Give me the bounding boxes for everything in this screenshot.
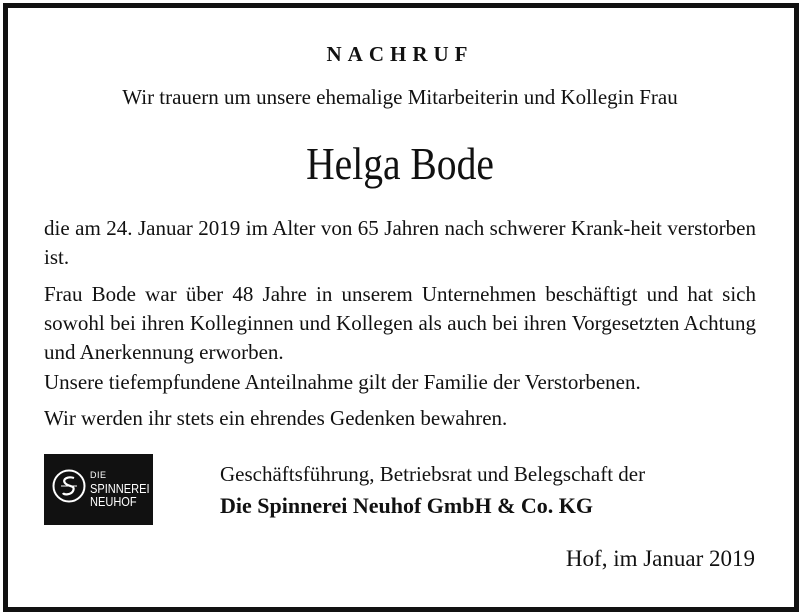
paragraph-career: Frau Bode war über 48 Jahre in unserem Unternehmen beschäftigt und hat sich sowohl bei ihren Kolleginnen und Kollegen als auch bei ihren Vorgesetzten Achtung und Anerkennung erworben. bbox=[44, 282, 756, 364]
logo-line-die: DIE bbox=[90, 470, 107, 480]
logo-wordmark bbox=[90, 469, 160, 508]
notice-title: NACHRUF bbox=[326, 42, 474, 66]
logo-line-spinnerei: SPINNEREI bbox=[90, 481, 150, 496]
logo-line-neuhof: NEUHOF bbox=[90, 494, 137, 509]
paragraph-condolence: Unsere tiefempfundene Anteilnahme gilt der Familie der Verstorbenen. bbox=[44, 370, 641, 394]
paragraph-remembrance: Wir werden ihr stets ein ehrendes Gedenken bewahren. bbox=[44, 406, 508, 430]
intro-text: Wir trauern um unsere ehemalige Mitarbeiterin und Kollegin Frau bbox=[122, 85, 678, 109]
deceased-name: Helga Bode bbox=[306, 138, 494, 189]
signature-groups: Geschäftsführung, Betriebsrat und Belegschaft der bbox=[220, 462, 646, 486]
signature-company: Die Spinnerei Neuhof GmbH & Co. KG bbox=[220, 493, 594, 518]
spindle-icon bbox=[52, 469, 86, 503]
place-date: Hof, im Januar 2019 bbox=[565, 546, 755, 571]
company-logo bbox=[44, 454, 153, 525]
paragraph-death-info: die am 24. Januar 2019 im Alter von 65 Jahren nach schwerer Krank-heit verstorben ist. bbox=[44, 216, 756, 269]
